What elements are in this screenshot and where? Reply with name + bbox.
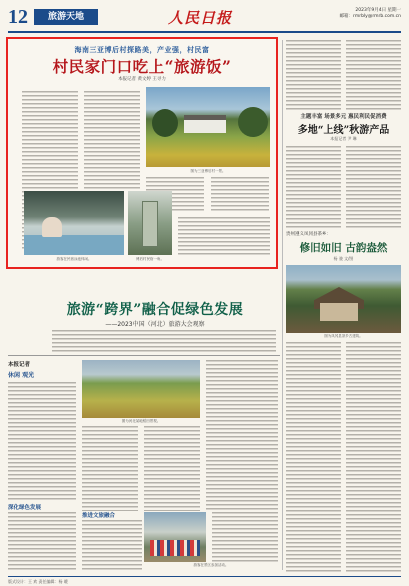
right-byline: 本报记者 尹 琳	[330, 136, 357, 141]
photo-caption: 图为凤冈县茶乡古建筑。	[324, 334, 363, 338]
page-footer: 版式设计：王 欢 责任编辑：杨 暖	[8, 576, 401, 585]
lower-tag: 本报记者	[8, 362, 31, 368]
feature-byline: 本报记者 黄文婷 王寻力	[118, 77, 166, 82]
window-shape	[142, 201, 158, 247]
masthead: 人民日报	[168, 9, 233, 27]
person-shape	[42, 217, 62, 237]
section-heading: 深化绿色发展	[8, 505, 42, 511]
lower-text-column	[8, 512, 76, 572]
tree-shape	[238, 107, 268, 137]
right-kicker-2: 贵州遵义凤冈县茶乡：	[286, 232, 331, 237]
right-text-column	[346, 146, 401, 228]
lower-text-column	[212, 512, 278, 562]
right-headline[interactable]: 多地“上线”秋游产品	[297, 125, 390, 136]
feature-text-column	[178, 217, 270, 257]
header-rule	[8, 31, 401, 33]
right-byline-2: 杨 骏 文/图	[333, 256, 354, 261]
village-photo[interactable]	[146, 87, 270, 167]
fields-photo[interactable]	[82, 360, 200, 418]
photo-caption: 图为河北某地稻田景观。	[121, 419, 161, 423]
ancient-building-photo[interactable]	[286, 265, 401, 333]
lower-subtitle: ——2023中国（河北）旅游大会观察	[105, 321, 205, 328]
right-kicker: 主题丰富 场景多元 惠民利民促消费	[300, 114, 387, 120]
right-text-column	[286, 146, 341, 228]
contact-line: 邮箱：rmrbly@rmrb.com.cn	[339, 14, 401, 19]
column-rule	[282, 40, 283, 570]
lower-text-column	[82, 426, 138, 511]
pool-photo[interactable]	[24, 191, 124, 255]
date-line: 2023年9月4日 星期一	[355, 8, 401, 13]
tree-shape	[152, 109, 178, 137]
photo-caption: 图为三亚博后村一景。	[190, 169, 226, 173]
lower-text-column	[144, 426, 200, 511]
photo-caption: 游客在景区参加活动。	[193, 563, 229, 567]
photo-caption: 游客在民宿泳池休闲。	[56, 257, 92, 261]
page-number: 12	[8, 6, 28, 28]
right-text-column	[346, 342, 401, 572]
lower-headline[interactable]: 旅游“跨界”融合促绿色发展	[66, 302, 244, 318]
homestay-photo[interactable]	[128, 191, 172, 255]
building-shape	[320, 303, 358, 321]
crowd-shape	[150, 540, 200, 556]
photo-caption: 博后村民宿一角。	[136, 257, 164, 261]
feature-title[interactable]: 村民家门口吃上“旅游饭”	[52, 57, 232, 76]
page-header	[8, 6, 401, 32]
lower-text-column	[206, 360, 278, 510]
feature-article[interactable]	[6, 37, 278, 269]
right-text-column	[286, 342, 341, 572]
crowd-photo[interactable]	[144, 512, 206, 562]
lower-lead-text	[52, 330, 276, 352]
section-heading: 推进文旅融合	[82, 513, 116, 519]
right-headline-2[interactable]: 修旧如旧 古韵盎然	[299, 242, 388, 254]
feature-text-column	[84, 91, 140, 191]
section-heading: 休闲 观光	[8, 372, 35, 379]
feature-text-column	[211, 177, 269, 213]
header-info	[291, 8, 401, 20]
lower-text-column	[82, 520, 142, 572]
lower-text-column	[8, 382, 76, 502]
right-text-column	[346, 40, 401, 110]
feature-kicker: 海南三亚博后村探路美，产业强，村民富	[74, 46, 210, 54]
section-tag: 旅游天地	[34, 9, 98, 25]
divider	[8, 355, 280, 356]
right-text-column	[286, 40, 341, 110]
house-shape	[184, 115, 226, 133]
pool-shape	[24, 235, 124, 255]
